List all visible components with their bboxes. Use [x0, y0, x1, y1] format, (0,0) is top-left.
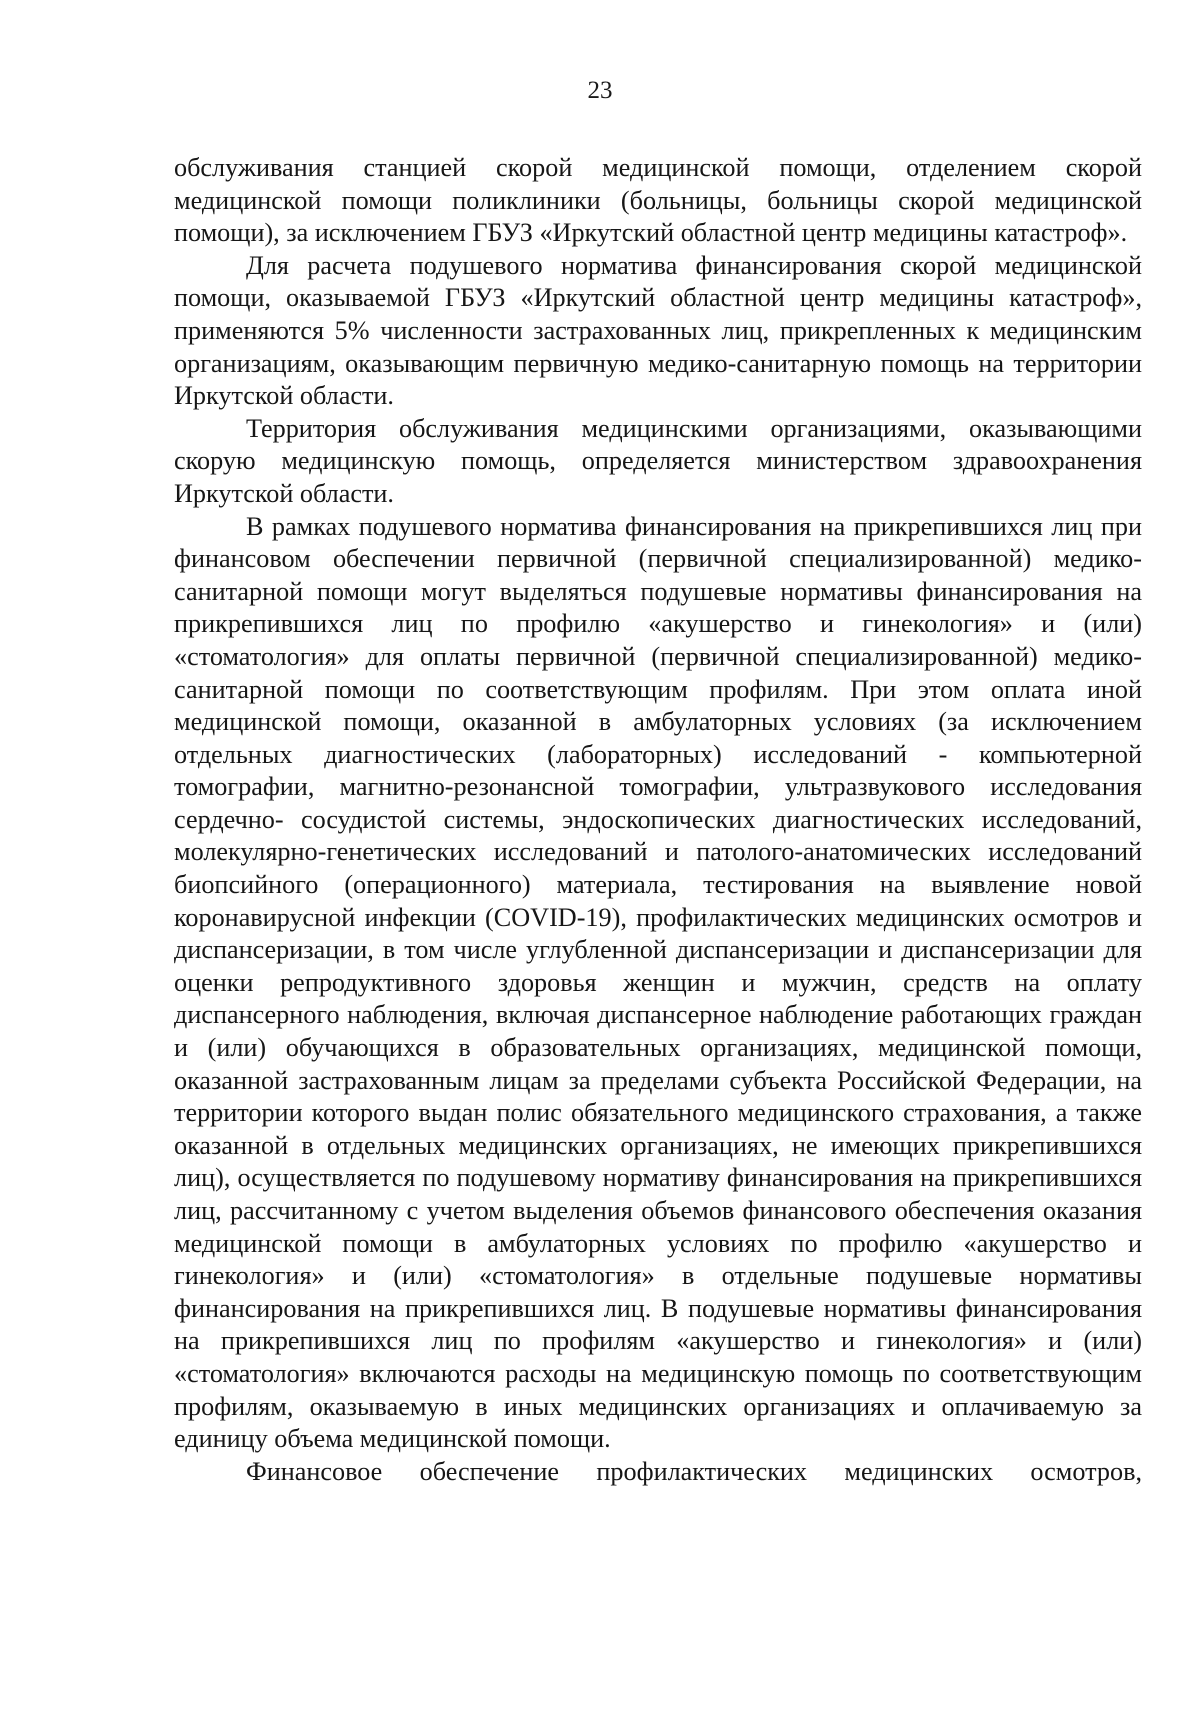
- paragraph-service-area-continuation: обслуживания станцией скорой медицинской помощи, отделением скорой медицинской помощи поликлиники (больницы, больницы скорой медицинской помощи), за исключением ГБУЗ «Иркутский областной центр медицины катастроф».: [174, 153, 1142, 248]
- document-body: [174, 152, 1142, 1488]
- page-number: 23: [587, 77, 613, 104]
- paragraph-preventive-exams-start: Финансовое обеспечение профилактических медицинских осмотров,: [246, 1456, 1142, 1486]
- paragraph-disaster-center-normative: Для расчета подушевого норматива финансирования скорой медицинской помощи, оказываемой ГБУЗ «Иркутский областной центр медицины катастроф», применяются 5% численности застрахованных лиц, прикрепленных к медицинским организациям, оказывающим первичную медико-санитарную помощь на территории Иркутской области.: [174, 250, 1142, 411]
- paragraph-service-territory: Территория обслуживания медицинскими организациями, оказывающими скорую медицинскую помощь, определяется министерством здравоохранения Иркутской области.: [174, 413, 1142, 508]
- paragraph-per-capita-normative: В рамках подушевого норматива финансирования на прикрепившихся лиц при финансовом обеспечении первичной (первичной специализированной) медико-санитарной помощи могут выделяться подушевые нормативы финансирования на прикрепившихся лиц по профилю «акушерство и гинекология» и (или) «стоматология» для оплаты первичной (первичной специализированной) медико-санитарной помощи по соответствующим профилям. При этом оплата иной медицинской помощи, оказанной в амбулаторных условиях (за исключением отдельных диагностических (лабораторных) исследований - компьютерной томографии, магнитно-резонансной томографии, ультразвукового исследования сердечно- сосудистой системы, эндоскопических диагностических исследований, молекулярно-генетических исследований и патолого-анатомических исследований биопсийного (операционного) материала, тестирования на выявление новой коронавирусной инфекции (COVID-19), профилактических медицинских осмотров и диспансеризации, в том числе углубленной диспансеризации и диспансеризации для оценки репродуктивного здоровья женщин и мужчин, средств на оплату диспансерного наблюдения, включая диспансерное наблюдение работающих граждан и (или) обучающихся в образовательных организациях, медицинской помощи, оказанной застрахованным лицам за пределами субъекта Российской Федерации, на территории которого выдан полис обязательного медицинского страхования, а также оказанной в отдельных медицинских организациях, не имеющих прикрепившихся лиц), осуществляется по подушевому нормативу финансирования на прикрепившихся лиц, рассчитанному с учетом выделения объемов финансового обеспечения оказания медицинской помощи в амбулаторных условиях по профилю «акушерство и гинекология» и (или) «стоматология» в отдельные подушевые нормативы финансирования на прикрепившихся лиц. В подушевые нормативы финансирования на прикрепившихся лиц по профилям «акушерство и гинекология» и (или) «стоматология» включаются расходы на медицинскую помощь по соответствующим профилям, оказываемую в иных медицинских организациях и оплачиваемую за единицу объема медицинской помощи.: [174, 511, 1142, 1454]
